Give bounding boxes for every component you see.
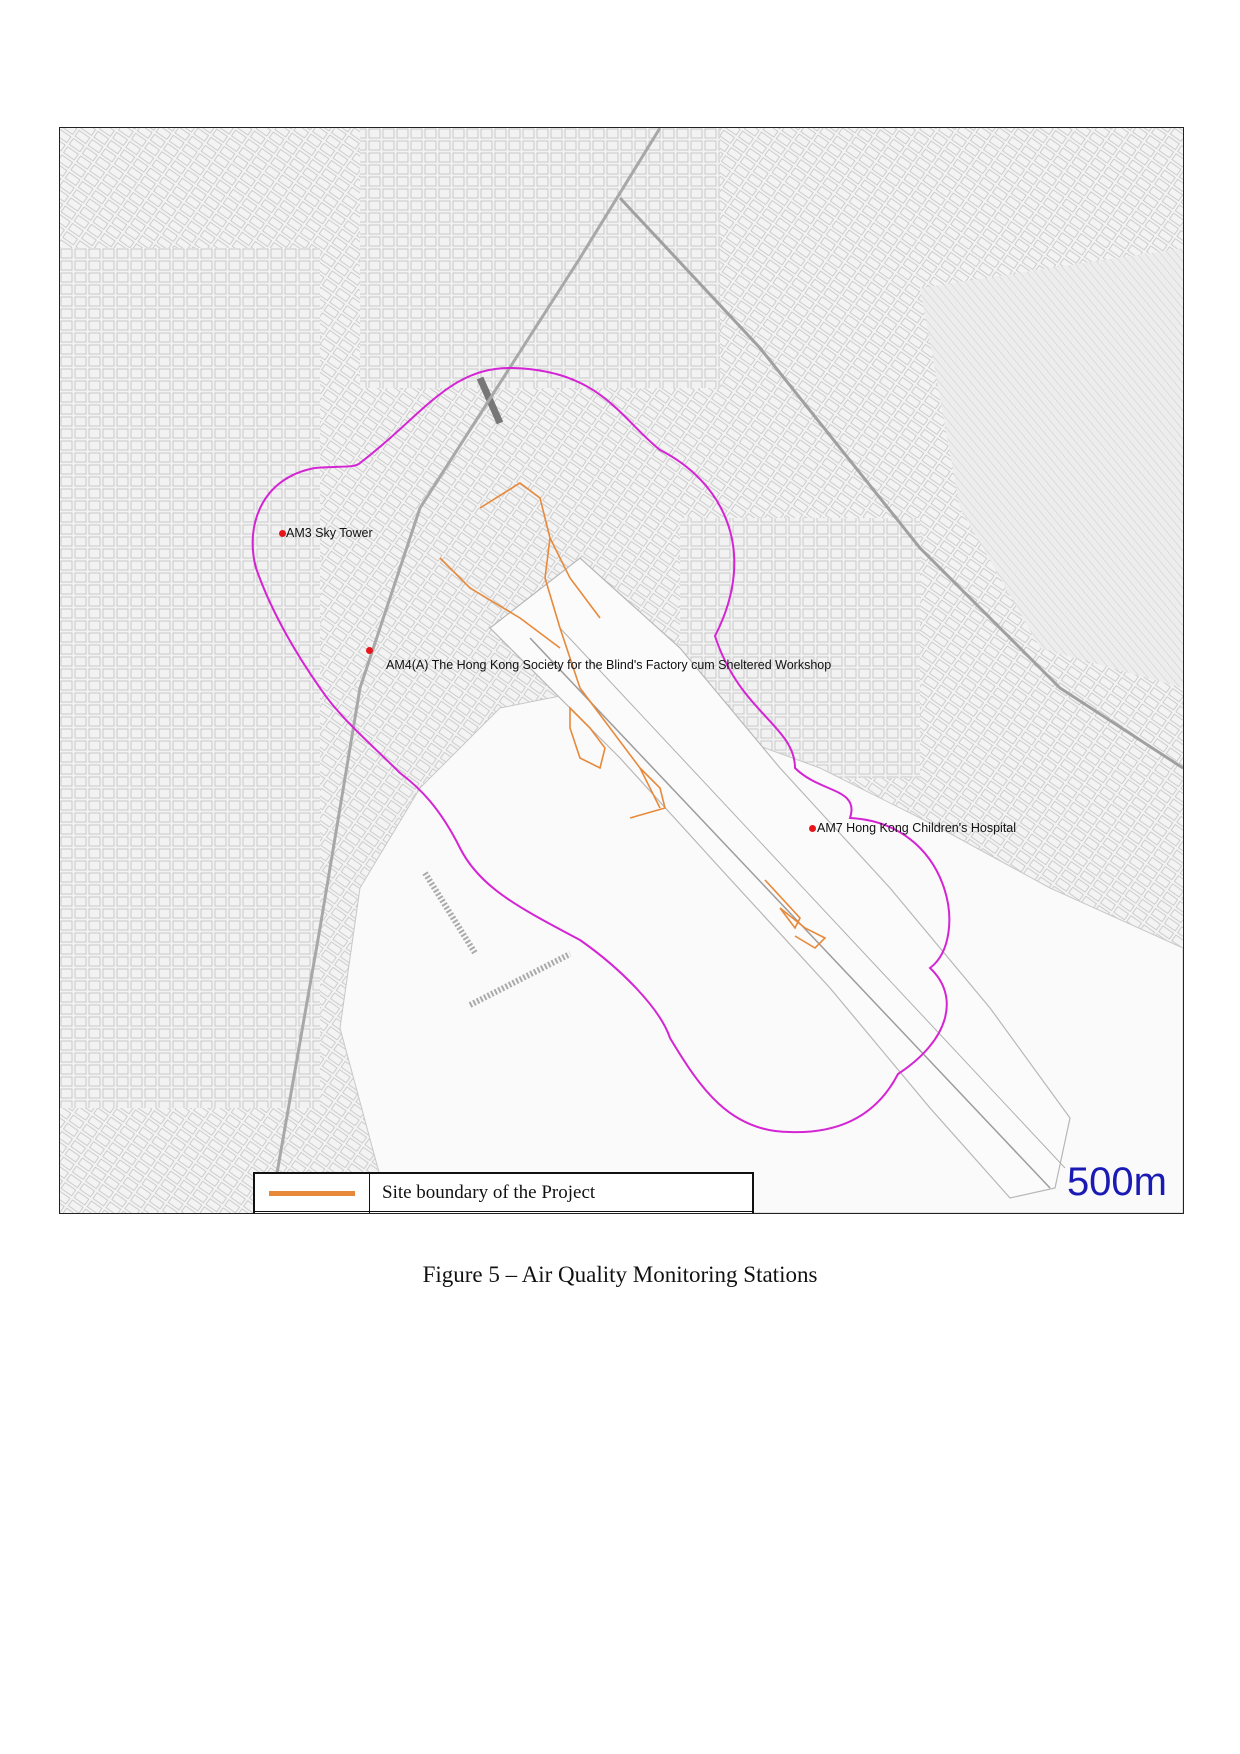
map-figure — [59, 127, 1184, 1214]
station-dot-am7 — [809, 825, 816, 832]
legend-symbol-buffer — [255, 1212, 370, 1215]
station-label-am7: AM7 Hong Kong Children's Hospital — [817, 821, 1017, 835]
station-label-am4a: AM4(A) The Hong Kong Society for the Blind's Factory cum Sheltered Workshop — [386, 658, 832, 672]
station-dot-am4a — [366, 647, 373, 654]
map-legend — [253, 1172, 754, 1214]
legend-symbol-site-boundary — [255, 1174, 370, 1212]
urban-block-north — [360, 128, 720, 388]
legend-row-site-boundary — [255, 1174, 753, 1212]
station-label-am3: AM3 Sky Tower — [286, 526, 373, 540]
legend-label-site-boundary: Site boundary of the Project — [370, 1174, 753, 1212]
legend-row-buffer — [255, 1212, 753, 1215]
urban-block-west — [60, 248, 320, 1108]
scale-label: 500m — [1066, 1160, 1167, 1204]
station-dot-am3 — [279, 530, 286, 537]
figure-caption: Figure 5 – Air Quality Monitoring Stations — [422, 1262, 818, 1287]
legend-label-buffer — [370, 1212, 753, 1215]
